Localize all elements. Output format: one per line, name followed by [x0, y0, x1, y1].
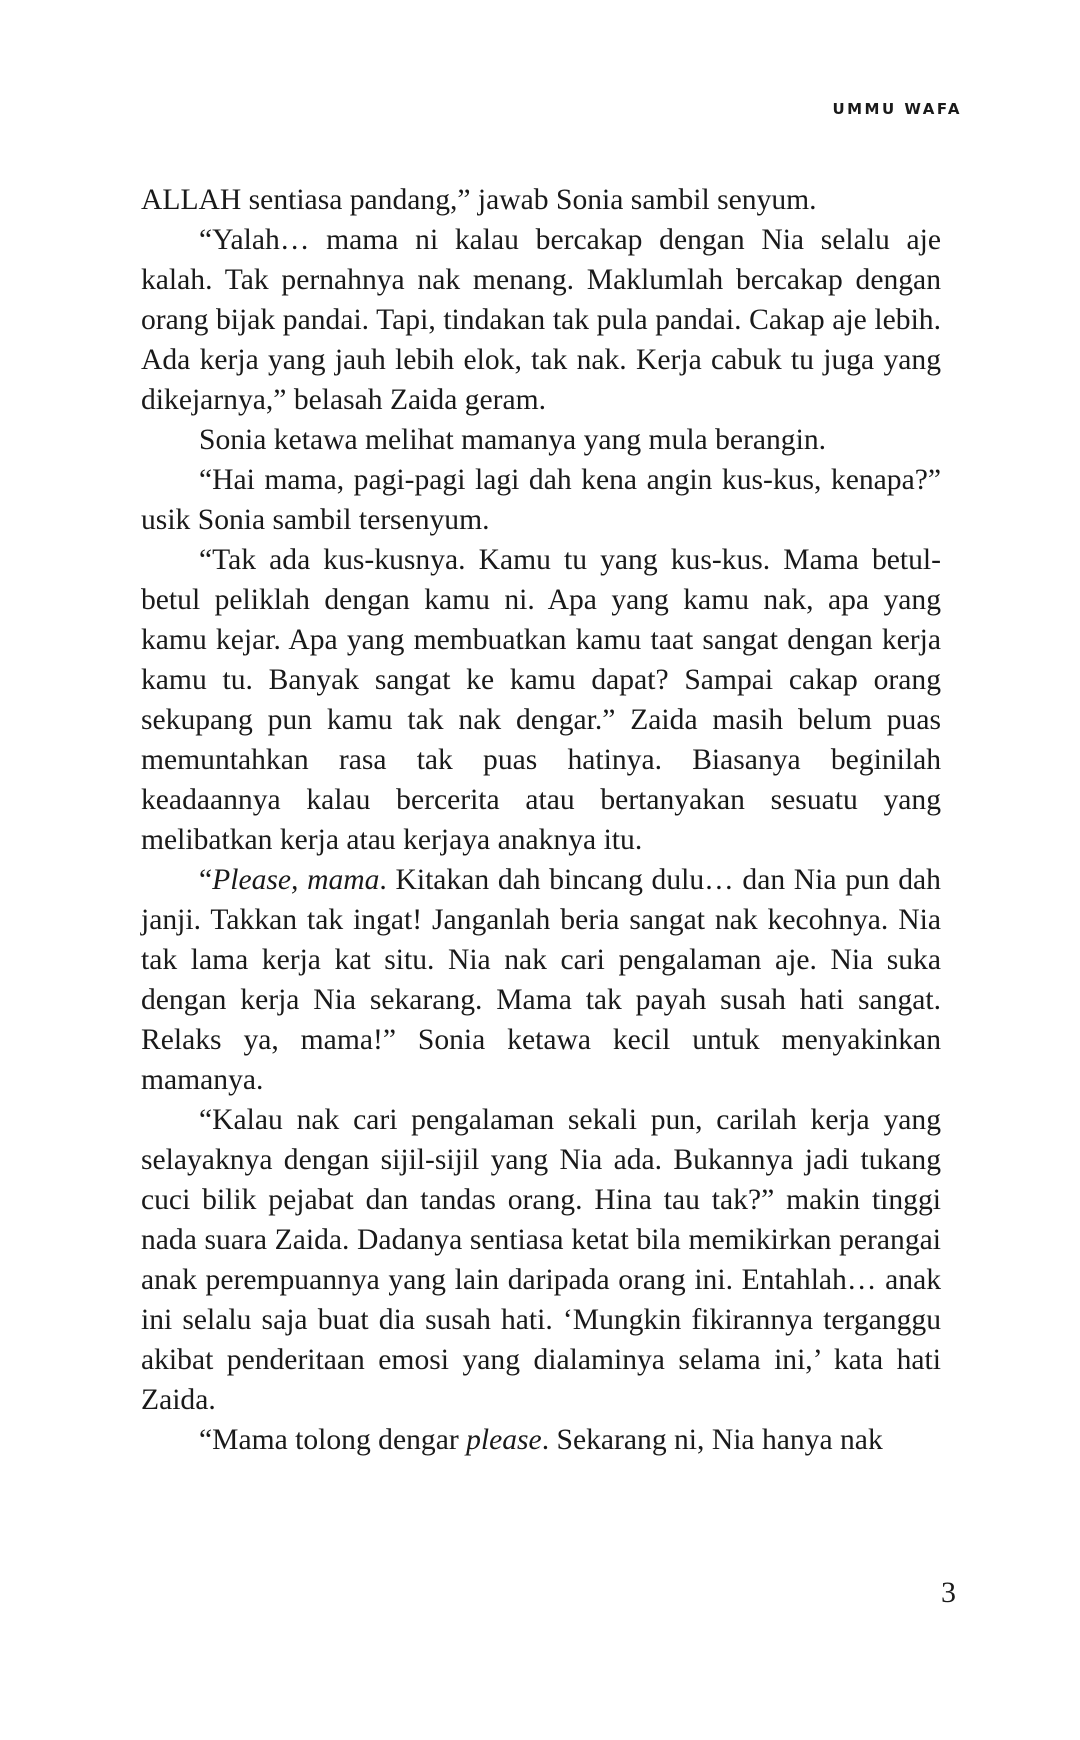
italic-text: please	[466, 1424, 542, 1456]
text-run: “Yalah… mama ni kalau bercakap dengan Nia selalu aje kalah. Tak pernahnya nak menang. Maklumlah bercakap dengan orang bijak pandai. Tapi, tindakan tak pula pandai. Cakap aje lebih. Ada kerja yang jauh lebih elok, tak nak. Kerja cabuk tu juga yang dikejarnya,” belasah Zaida geram.	[141, 224, 941, 416]
italic-text: Please, mama	[212, 864, 380, 896]
text-run: ALLAH sentiasa pandang,” jawab Sonia sambil senyum.	[141, 184, 817, 216]
running-head: UMMU WAFA	[832, 100, 962, 118]
paragraph	[141, 420, 941, 460]
body-text	[141, 180, 941, 1460]
text-run: Sonia ketawa melihat mamanya yang mula berangin.	[199, 424, 827, 456]
text-run: . Kitakan dah bincang dulu… dan Nia pun dah janji. Takkan tak ingat! Janganlah beria sangat nak kecohnya. Nia tak lama kerja kat situ. Nia nak cari pengalaman aje. Nia suka dengan kerja Nia sekarang. Mama tak payah susah hati sangat. Relaks ya, mama!” Sonia ketawa kecil untuk menyakinkan mamanya.	[141, 864, 941, 1096]
text-run: “Mama tolong dengar	[199, 1424, 467, 1456]
page-number: 3	[941, 1576, 956, 1609]
paragraph	[141, 1100, 941, 1420]
text-run: “Kalau nak cari pengalaman sekali pun, carilah kerja yang selayaknya dengan sijil-sijil yang Nia ada. Bukannya jadi tukang cuci bilik pejabat dan tandas orang. Hina tau tak?” makin tinggi nada suara Zaida. Dadanya sentiasa ketat bila memikirkan perangai anak perempuannya yang lain daripada orang ini. Entahlah… anak ini selalu saja buat dia susah hati. ‘Mungkin fikirannya terganggu akibat penderitaan emosi yang dialaminya selama ini,’ kata hati Zaida.	[141, 1104, 941, 1416]
paragraph	[141, 860, 941, 1100]
text-run: “Hai mama, pagi-pagi lagi dah kena angin kus-kus, kenapa?” usik Sonia sambil tersenyum.	[141, 464, 941, 536]
paragraph	[141, 1420, 941, 1460]
paragraph	[141, 180, 941, 220]
paragraph	[141, 460, 941, 540]
text-run: . Sekarang ni, Nia hanya nak	[541, 1424, 883, 1456]
text-run: “	[199, 864, 213, 896]
text-run: “Tak ada kus-kusnya. Kamu tu yang kus-kus. Mama betul-betul peliklah dengan kamu ni. Apa yang kamu nak, apa yang kamu kejar. Apa yang membuatkan kamu taat sangat dengan kerja kamu tu. Banyak sangat ke kamu dapat? Sampai cakap orang sekupang pun kamu tak nak dengar.” Zaida masih belum puas memuntahkan rasa tak puas hatinya. Biasanya beginilah keadaannya kalau bercerita atau bertanyakan sesuatu yang melibatkan kerja atau kerjaya anaknya itu.	[141, 544, 941, 856]
paragraph	[141, 540, 941, 860]
paragraph	[141, 220, 941, 420]
